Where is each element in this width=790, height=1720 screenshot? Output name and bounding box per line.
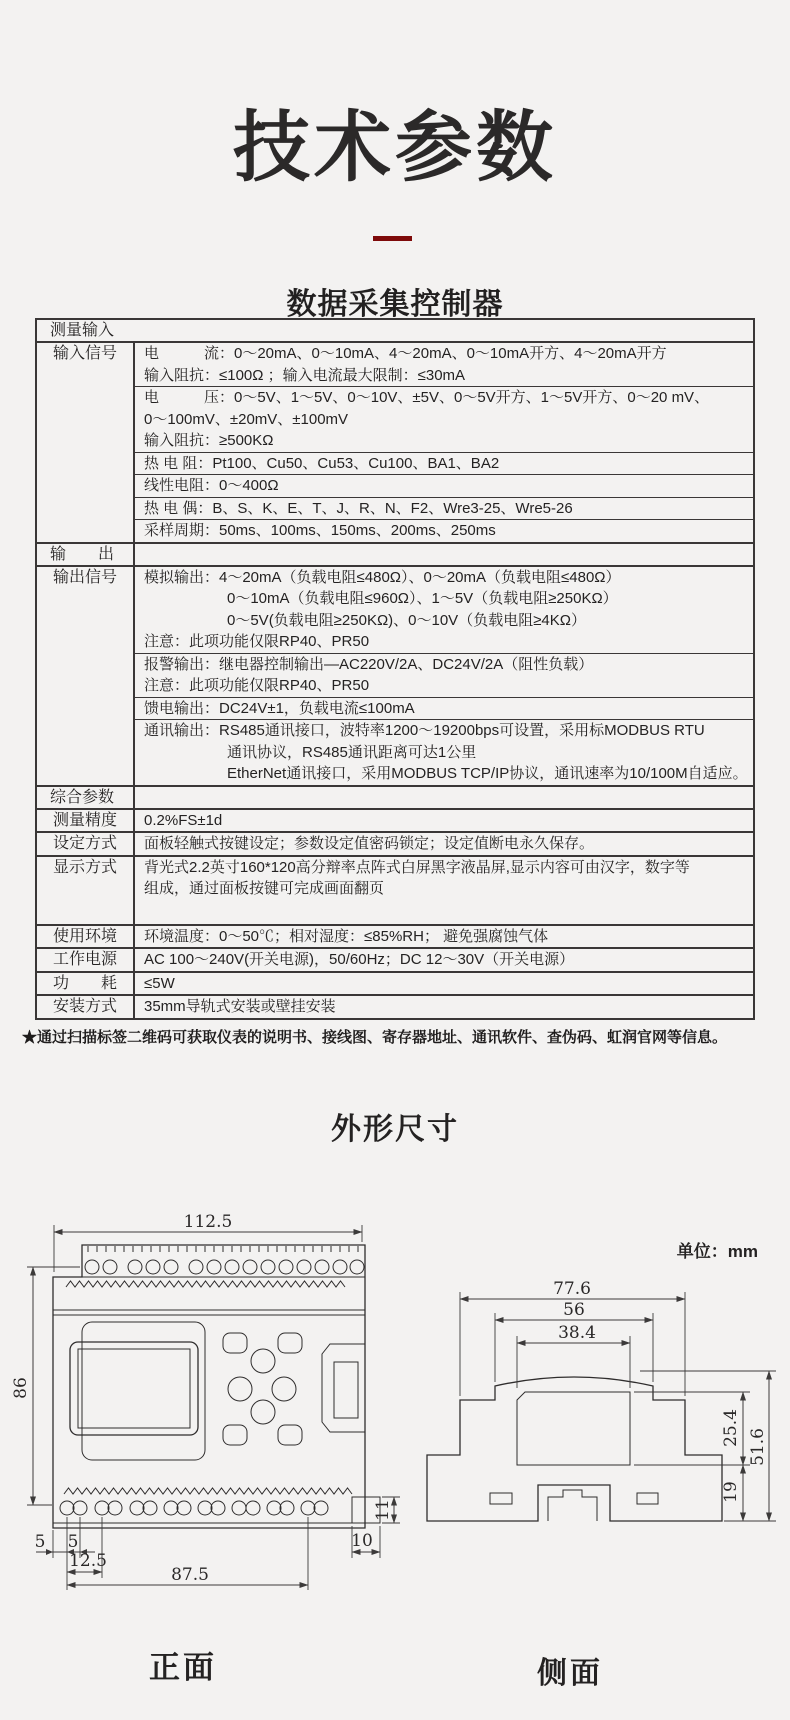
spec-cell bbox=[135, 386, 753, 452]
table-row bbox=[37, 994, 753, 1018]
spec-line: 0～10mA（负载电阻≤960Ω）、1～5V（负载电阻≥250KΩ） bbox=[227, 590, 618, 607]
spec-cell bbox=[135, 810, 753, 832]
spec-cell bbox=[135, 926, 753, 948]
front-panel-outline bbox=[82, 1322, 205, 1460]
row-label: 输 出 bbox=[50, 545, 115, 563]
table-row bbox=[37, 831, 753, 855]
lcd-screen bbox=[78, 1349, 190, 1428]
spec-line: 组成，通过面板按键可完成画面翻页 bbox=[144, 880, 385, 897]
row-label: 安装方式 bbox=[52, 998, 117, 1015]
row-label: 综合参数 bbox=[50, 788, 115, 806]
side-dim-total: 51.6 bbox=[748, 1428, 768, 1466]
front-dim-5a: 5 bbox=[34, 1532, 46, 1552]
row-label: 输出信号 bbox=[52, 568, 117, 586]
front-dim-12-5: 12.5 bbox=[69, 1551, 107, 1571]
front-view-label: 正面 bbox=[149, 1650, 217, 1685]
row-label: 输入信号 bbox=[52, 345, 117, 362]
spec-line: 35mm导轨式安装或壁挂安装 bbox=[144, 998, 336, 1015]
front-dim-11: 11 bbox=[373, 1499, 393, 1521]
side-dim-mid: 56 bbox=[563, 1300, 585, 1320]
spec-cell bbox=[135, 973, 753, 995]
spec-line: 通讯输出：RS485通讯接口，波特率1200～19200bps可设置，采用标MODBUS RTU bbox=[144, 722, 705, 739]
spec-line: 采样周期：50ms、100ms、150ms、200ms、250ms bbox=[144, 522, 496, 539]
title-accent-dash bbox=[373, 236, 412, 241]
row-value bbox=[133, 949, 753, 971]
spec-cell bbox=[135, 949, 753, 971]
spec-table bbox=[35, 318, 755, 1020]
table-row bbox=[37, 808, 753, 832]
product-subtitle: 数据采集控制器 bbox=[286, 288, 504, 321]
table-row bbox=[37, 947, 753, 971]
spec-cell bbox=[135, 474, 753, 497]
table-section-row bbox=[37, 785, 753, 808]
dimensions-heading: 外形尺寸 bbox=[331, 1113, 459, 1146]
qr-note: ★通过扫描标签二维码可获取仪表的说明书、接线图、寄存器地址、通讯软件、查伪码、虹润官网等信息。 bbox=[22, 1029, 728, 1046]
spec-line: 输入阻抗：≤100Ω ；输入电流最大限制：≤30mA bbox=[144, 366, 466, 384]
lcd-bezel bbox=[70, 1342, 198, 1435]
spec-cell bbox=[135, 653, 753, 697]
front-dim-10: 10 bbox=[351, 1531, 373, 1551]
row-empty-cell bbox=[133, 544, 753, 565]
table-row bbox=[37, 855, 753, 924]
row-value bbox=[133, 926, 753, 948]
spec-line: 0.2%FS±1d bbox=[144, 811, 223, 829]
table-row bbox=[37, 565, 753, 785]
side-dim-lower: 19 bbox=[721, 1481, 741, 1503]
front-dim-height: 86 bbox=[11, 1377, 31, 1399]
spec-line: 输入阻抗：≥500KΩ bbox=[144, 432, 274, 449]
unit-label: 单位：mm bbox=[676, 1242, 758, 1261]
connector bbox=[322, 1344, 365, 1432]
spec-line: 热 电 偶：B、S、K、E、T、J、R、N、F2、Wre3-25、Wre5-26 bbox=[144, 499, 573, 517]
spec-line: AC 100～240V(开关电源)，50/60Hz；DC 12～30V（开关电源） bbox=[144, 951, 575, 968]
spec-line: 报警输出：继电器控制输出—AC220V/2A、DC24V/2A（阻性负载） bbox=[144, 655, 594, 673]
side-dim-outer: 77.6 bbox=[553, 1279, 591, 1299]
spec-line: 模拟输出：4～20mA（负载电阻≤480Ω）、0～20mA（负载电阻≤480Ω） bbox=[144, 568, 621, 586]
row-value bbox=[133, 973, 753, 995]
front-dim-5b: 5 bbox=[67, 1532, 79, 1552]
side-view-label: 侧面 bbox=[537, 1657, 603, 1690]
spec-line: ≤5W bbox=[144, 974, 175, 992]
spec-cell bbox=[135, 519, 753, 542]
spec-line: 注意：此项功能仅限RP40、PR50 bbox=[144, 677, 370, 694]
side-dim-inner: 38.4 bbox=[558, 1323, 596, 1343]
side-dim-upper: 25.4 bbox=[721, 1409, 741, 1447]
spec-cell bbox=[135, 567, 753, 653]
spec-line: 背光式2.2英寸160*120高分辩率点阵式白屏黑字液晶屏,显示内容可由汉字，数字等 bbox=[144, 858, 690, 876]
table-row bbox=[37, 924, 753, 948]
spec-line: 电 流：0～20mA、0～10mA、4～20mA、0～10mA开方、4～20mA开方 bbox=[144, 345, 667, 362]
dimension-drawings bbox=[0, 1180, 790, 1650]
spec-line: 馈电输出：DC24V±1，负载电流≤100mA bbox=[144, 699, 415, 717]
spec-cell bbox=[135, 497, 753, 520]
row-label: 设定方式 bbox=[52, 835, 117, 852]
spec-cell bbox=[135, 343, 753, 386]
spec-cell bbox=[135, 996, 753, 1018]
table-section-row bbox=[37, 320, 753, 341]
front-view-drawing bbox=[11, 1212, 400, 1590]
table-section-row bbox=[37, 542, 753, 565]
table-row bbox=[37, 971, 753, 995]
row-label: 测量精度 bbox=[52, 811, 117, 829]
row-label: 显示方式 bbox=[52, 858, 117, 876]
spec-cell bbox=[135, 857, 753, 900]
spec-line: 线性电阻：0～400Ω bbox=[144, 477, 279, 494]
row-value bbox=[133, 810, 753, 832]
spec-cell bbox=[135, 452, 753, 475]
row-value bbox=[133, 567, 753, 785]
spec-line: 热 电 阻：Pt100、Cu50、Cu53、Cu100、BA1、BA2 bbox=[144, 454, 500, 472]
spec-line: 0～100mV、±20mV、±100mV bbox=[144, 410, 349, 428]
row-label: 工作电源 bbox=[52, 951, 117, 968]
row-value bbox=[133, 857, 753, 924]
spec-line: 面板轻触式按键设定；参数设定值密码锁定；设定值断电永久保存。 bbox=[144, 835, 595, 852]
row-empty-cell bbox=[133, 787, 753, 808]
front-dim-87-5: 87.5 bbox=[171, 1565, 209, 1585]
button-cluster bbox=[223, 1333, 302, 1445]
side-view-drawing bbox=[427, 1279, 776, 1521]
spec-line: 注意：此项功能仅限RP40、PR50 bbox=[144, 633, 370, 650]
row-label: 测量输入 bbox=[50, 322, 115, 339]
spec-cell bbox=[135, 833, 753, 855]
row-value bbox=[133, 833, 753, 855]
front-dim-width: 112.5 bbox=[183, 1212, 233, 1232]
row-label: 使用环境 bbox=[52, 927, 117, 945]
row-value bbox=[133, 996, 753, 1018]
page-title: 技术参数 bbox=[233, 105, 557, 191]
spec-line: 环境温度：0～50℃；相对湿度：≤85%RH； 避免强腐蚀气体 bbox=[144, 927, 549, 945]
spec-line: 0～5V(负载电阻≥250KΩ)、0～10V（负载电阻≥4KΩ） bbox=[227, 611, 586, 629]
spec-cell bbox=[135, 719, 753, 785]
spec-cell bbox=[135, 697, 753, 720]
table-row bbox=[37, 341, 753, 542]
spec-line: EtherNet通讯接口，采用MODBUS TCP/IP协议，通讯速率为10/100M自适应。 bbox=[227, 765, 748, 782]
spec-line: 电 压：0～5V、1～5V、0～10V、±5V、0～5V开方、1～5V开方、0～20 mV、 bbox=[144, 389, 710, 406]
spec-line: 通讯协议，RS485通讯距离可达1公里 bbox=[227, 743, 477, 761]
row-value bbox=[133, 343, 753, 542]
row-label: 功 耗 bbox=[52, 974, 117, 992]
